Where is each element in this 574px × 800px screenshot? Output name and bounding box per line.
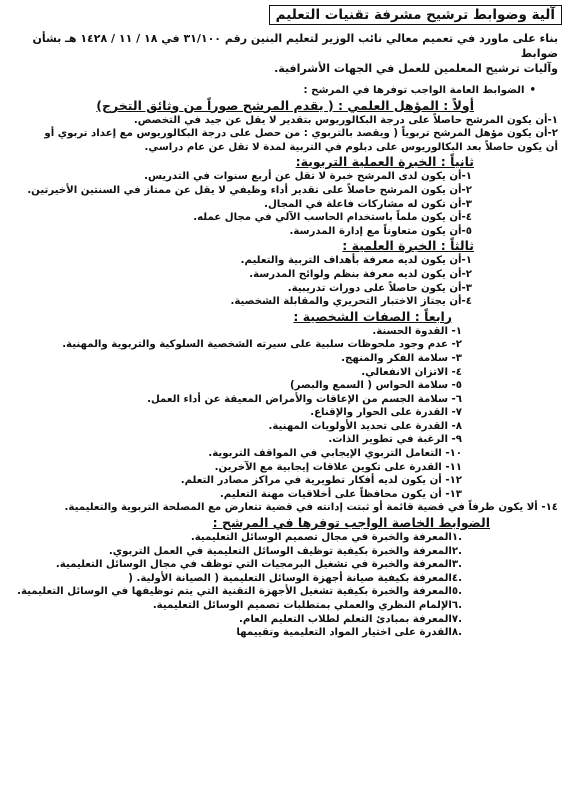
special-item-3: .٣المعرفة والخبرة في تشغيل البرمجيات التي توظف في مجال الوسائل التعليمية. [55,559,462,571]
personal-item-7: ٧- القدرة على الحوار والإقناع. [310,407,462,419]
experience-heading-text: ثانياً : الخبرة العملية التربوية: [295,154,474,170]
personal-item-6: ٦- سلامة الجسم من الإعاقات والأمراض المعيقة عن أداء العمل. [147,393,462,405]
experience-item-4: ٤-أن يكون ملماً باستخدام الحاسب الآلي في مجال عمله. [193,212,472,224]
special-item-7: .٧المعرفة بمبادئ التعلم لطلاب التعليم العام. [239,613,462,625]
experience-item-1: ١-أن يكون لدى المرشح خبرة لا تقل عن أربع سنوات في التدريس. [144,171,472,183]
title-container [8,4,562,25]
special-item-2: .٢المعرفة والخبرة بكيفية توظيف الوسائل التعليمية في العمل التربوي. [108,545,462,557]
intro-line-1: بناء على ماورد في تعميم معالي نائب الوزير لتعليم البنين رقم ٣١/١٠٠ في ١٨ / ١١ / ١٤٢٨ هـ بشأن ضوابط [32,32,558,60]
intro-paragraph [8,31,558,76]
knowledge-heading-text: ثالثاً : الخبرة العلمية : [342,238,474,254]
qualification-heading [8,98,474,114]
personal-item-1: ١- القدوة الحسنة. [372,325,462,337]
special-heading [8,515,490,531]
special-item-1: .١المعرفة والخبرة في مجال تصميم الوسائل التعليمية. [190,532,462,544]
qualification-heading-prefix: أولاً : المؤهل العلمي : [333,97,474,113]
intro-line-2: وآليات ترشيح المعلمين للعمل في الجهات الأشرافية. [274,62,558,75]
personal-item-13: ١٣- أن يكون محافظاً على أخلاقيات مهنة التعليم. [219,488,462,500]
knowledge-item-4: ٤-أن يجتاز الاختبار التحريري والمقابلة الشخصية. [230,296,472,308]
qualification-item-2: ٢-أن يكون مؤهل المرشح تربوياً ( ويقصد بالتربوي : من حصل على درجة البكالوريوس مع إعداد تربوي أو [44,128,558,140]
personal-item-4: ٤- الاتزان الانفعالي. [361,366,462,378]
special-item-6: .٦الإلمام النظري والعملي بمتطلبات تصميم الوسائل التعليمية. [152,600,462,611]
special-item-5: .٥المعرفة والخبرة بكيفية تشغيل الأجهزة التقنية التي يتم توظيفها في الوسائل التعليمية. [17,586,462,598]
document-title: آلية وضوابط ترشيح مشرفة تقنيات التعليم [269,5,562,25]
qualification-item-2-cont: أن يكون حاصلاً بعد البكالوريوس على دبلوم في التربية لمدة لا تقل عن عام دراسي. [144,141,558,153]
knowledge-item-3: ٣-أن يكون حاصلاً على دورات تدريبية. [287,282,472,294]
personal-item-2: ٢- عدم وجود ملحوظات سلبية على سيرته الشخصية السلوكية والتربوية والمهنية. [62,339,462,351]
knowledge-item-1: ١-أن يكون لديه معرفة بأهداف التربية والتعليم. [240,255,472,267]
knowledge-heading [8,238,474,254]
special-item-4: .٤المعرفة بكيفية صيانة أجهزة الوسائل التعليمية ( الصيانة الأولية. ( [128,572,462,584]
personal-item-11: ١١- القدرة على تكوين علاقات إيجابية مع الآخرين. [214,461,462,473]
personal-item-8: ٨- القدرة على تحديد الأولويات المهنية. [268,420,462,432]
experience-item-2: ٢-أن يكون المرشح حاصلاً على تقدير أداء وظيفي لا يقل عن ممتاز في السنتين الأخيرتين. [27,184,472,196]
qualification-heading-note: ( يقدم المرشح صوراً من وثائق التخرج) [96,97,334,113]
personal-item-12: ١٢- أن يكون لديه أفكار تطويرية في مراكز مصادر التعلم. [180,475,462,487]
special-heading-text: الضوابط الخاصة الواجب توفرها في المرشح : [212,515,490,531]
general-intro: • الضوابط العامة الواجب توفرها في المرشح : [8,84,536,98]
experience-item-5: ٥-أن يكون متعاوناً مع إدارة المدرسة. [289,225,472,237]
personal-heading [8,309,452,325]
personal-item-5: ٥- سلامة الحواس ( السمع والبصر) [290,380,462,392]
personal-heading-text: رابعاً : الصفات الشخصية : [293,308,452,324]
personal-item-3: ٣- سلامة الفكر والمنهج. [341,352,462,364]
personal-item-9: ٩- الرغبة في تطوير الذات. [328,434,462,446]
experience-heading [8,154,474,170]
personal-item-14: ١٤- ألا يكون طرفاً في قضية قائمة أو ثبتت إدانته في قضية تتعارض مع المصلحة التربوية والتعليمية. [64,502,558,514]
qualification-item-1: ١-أن يكون المرشح حاصلاً على درجة البكالوريوس بتقدير لا يقل عن جيد في التخصص. [133,114,558,126]
knowledge-item-2: ٢-أن يكون لديه معرفة بنظم ولوائح المدرسة. [249,268,472,280]
personal-item-10: ١٠- التعامل التربوي الإيجابي في المواقف التربوية. [208,448,462,460]
experience-item-3: ٣-أن تكون له مشاركات فاعلة في المجال. [264,198,472,210]
special-item-8: .٨القدرة على اختيار المواد التعليمية وتقييمها [236,627,462,639]
